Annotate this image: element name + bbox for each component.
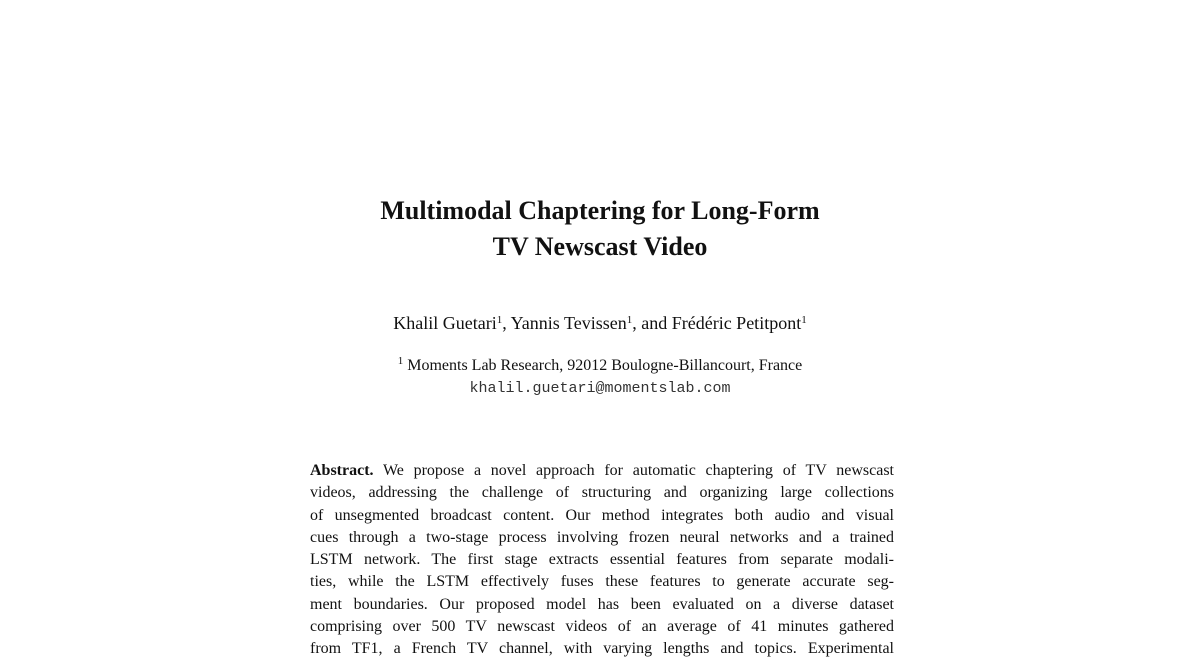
abstract-line (310, 460, 894, 482)
title-line-1: Multimodal Chaptering for Long-Form (380, 196, 820, 225)
affiliation-text: Moments Lab Research, 92012 Boulogne-Billancourt, France (407, 357, 803, 374)
abstract (310, 460, 894, 661)
contact-email: khalil.guetari@momentslab.com (469, 380, 731, 397)
author-affil-mark: 1 (801, 314, 807, 326)
abstract-line: LSTM network. The first stage extracts essential features from separate modali- (310, 551, 894, 569)
abstract-line: ties, while the LSTM effectively fuses these features to generate accurate seg- (310, 573, 894, 591)
author-name: Yannis Tevissen (510, 313, 627, 333)
author-separator: , and (632, 313, 672, 333)
paper-title (200, 193, 1000, 265)
abstract-line: comprising over 500 TV newscast videos of an average of 41 minutes gathered (310, 618, 894, 636)
author-affil-mark: 1 (496, 314, 503, 326)
affiliation-mark: 1 (397, 355, 404, 367)
title-line-2: TV Newscast Video (492, 232, 708, 261)
abstract-heading: Abstract. (310, 462, 374, 479)
author-name: Frédéric Petitpont (671, 313, 802, 333)
affiliation (200, 355, 1000, 377)
author-list (200, 311, 1000, 335)
abstract-line-text: We propose a novel approach for automatic chaptering of TV newscast (382, 462, 894, 479)
abstract-line: videos, addressing the challenge of structuring and organizing large collections (310, 484, 894, 502)
author-name: Khalil Guetari (393, 313, 497, 333)
abstract-line: cues through a two-stage process involving frozen neural networks and a trained (310, 528, 894, 546)
author-affil-mark: 1 (626, 314, 633, 326)
author-separator: , (502, 313, 511, 333)
abstract-line: ment boundaries. Our proposed model has been evaluated on a diverse dataset (310, 595, 894, 613)
abstract-line: of unsegmented broadcast content. Our method integrates both audio and visual (310, 506, 894, 524)
abstract-line: from TF1, a French TV channel, with varying lengths and topics. Experimental (310, 640, 894, 658)
